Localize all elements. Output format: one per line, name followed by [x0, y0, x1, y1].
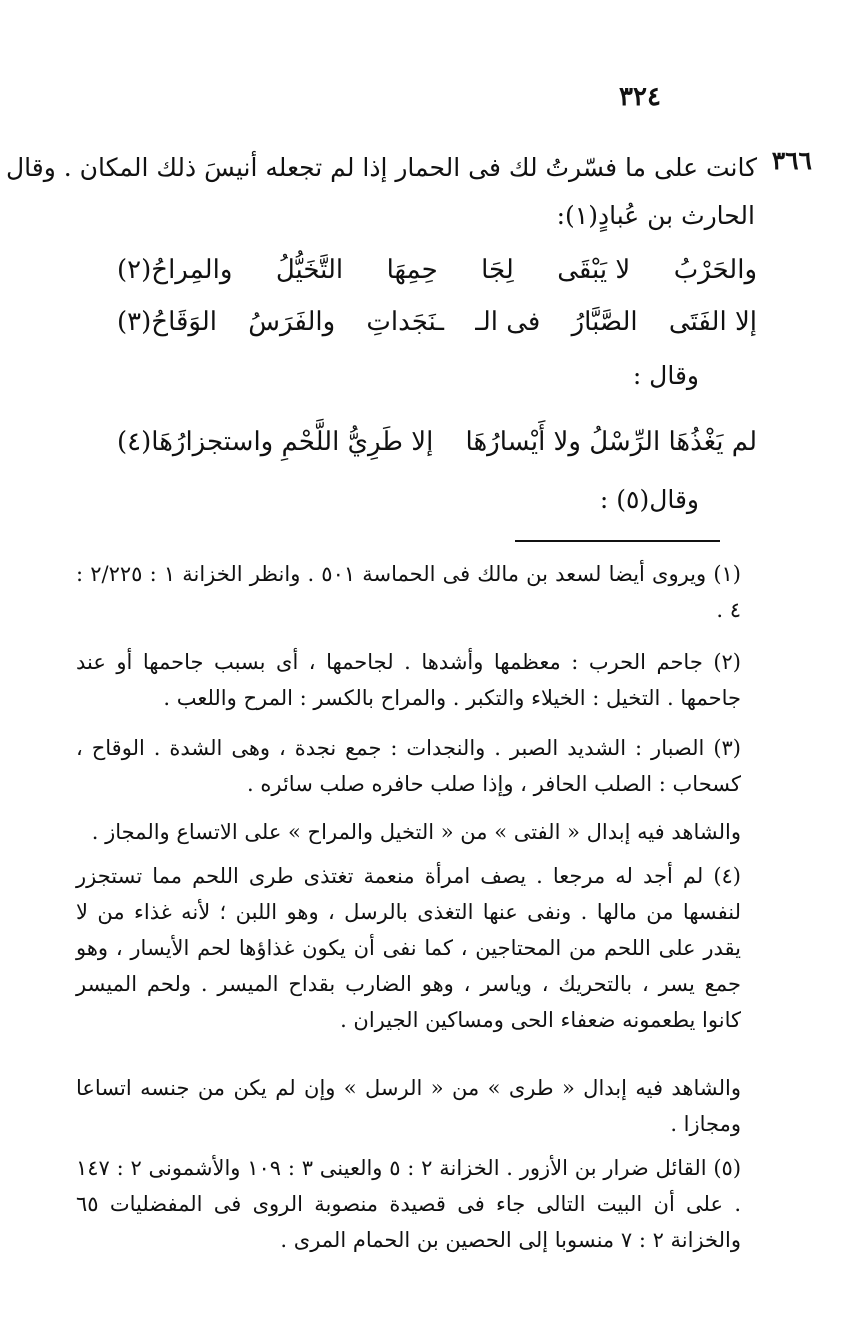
footnote-2 — [76, 644, 741, 716]
verse-2 — [117, 300, 757, 344]
footnote-4-shahid — [76, 1070, 741, 1142]
verse-word: والفَرَسُ — [248, 307, 336, 337]
verse-word: لا يَبْقَى — [557, 255, 631, 285]
footnote-3 — [76, 730, 741, 802]
verse-1 — [117, 248, 757, 292]
verse-word: والحَرْبُ — [673, 255, 757, 285]
verse-word: ـنَجَداتِ — [366, 307, 444, 337]
verse-3 — [117, 420, 757, 464]
verse-word: التَّخَيُّلُ — [275, 255, 344, 285]
footnote-text: (٢) جاحم الحرب : معظمها وأشدها . لجاحمها ، أى بسبب جاحمها أو عند جاحمها . التخيل : الخيلاء والتكبر . والمراح بالكسر : المرح واللعب . — [76, 650, 741, 710]
footnote-text: (٤) لم أجد له مرجعا . يصف امرأة منعمة تغتذى طرى اللحم مما تستجزر لنفسها من مالها . ونفى عنها التغذى بالرسل ، وهو اللبن ؛ لأنه غذاء من لا يقدر على اللحم من المحتاجين ، كما نفى أن يكون غذاؤها لحم الأيسار ، وهو جمع يسر ، بالتحريك ، وياسر ، وهو الضارب بقداح الميسر . ولحم الميسر كانوا يطعمونه ضعفاء الحى ومساكين الجيران . — [76, 864, 741, 1032]
page-number: ٣٢٤ — [619, 82, 661, 112]
verse-word: إلا الفَتَى — [668, 307, 757, 337]
verse-word: الوَقَاحُ(٣) — [117, 307, 217, 337]
verse-word: فى الـ — [475, 307, 541, 337]
footnote-3-shahid — [76, 814, 741, 850]
body-line-4: وقال(٥) : — [599, 485, 699, 514]
verse-hemistich: لم يَغْذُهَا الرِّسْلُ ولا أَيْسارُهَا — [465, 427, 757, 457]
footnote-separator — [515, 540, 720, 542]
verse-word: لِجَا — [481, 255, 514, 285]
footnote-5 — [76, 1150, 741, 1258]
footnote-1 — [76, 556, 741, 628]
margin-number: ٣٦٦ — [771, 146, 812, 175]
body-line-1: كانت على ما فسّرتُ لك فى الحمار إذا لم تجعله أنيسَ ذلك المكان . وقال — [5, 153, 757, 182]
verse-word: الصَّبَّارُ — [571, 307, 638, 337]
verse-word: حِمِهَا — [386, 255, 438, 285]
footnote-text: (١) ويروى أيضا لسعد بن مالك فى الحماسة ٥٠١ . وانظر الخزانة ١ : ٢/٢٢٥ : ٤ . — [76, 562, 741, 622]
footnote-4 — [76, 858, 741, 1038]
footnote-text: والشاهد فيه إبدال « الفتى » من « التخيل والمراح » على الاتساع والمجاز . — [91, 820, 741, 844]
body-line-3: وقال : — [632, 361, 699, 390]
footnote-text: (٣) الصبار : الشديد الصبر . والنجدات : جمع نجدة ، وهى الشدة . الوقاح ، كسحاب : الصلب الحافر ، وإذا صلب حافره صلب سائره . — [76, 736, 741, 796]
footnote-text: (٥) القائل ضرار بن الأزور . الخزانة ٢ : ٥ والعينى ٣ : ١٠٩ والأشمونى ٢ : ١٤٧ . على أن البيت التالى جاء فى قصيدة منصوبة الروى فى المفضليات ٦٥ والخزانة ٢ : ٧ منسوبا إلى الحصين بن الحمام المرى . — [76, 1156, 742, 1252]
body-line-2: الحارث بن عُبادٍ(١): — [556, 201, 755, 230]
verse-word: والمِراحُ(٢) — [117, 255, 233, 285]
verse-hemistich: إلا طَرِيُّ اللَّحْمِ واستجزارُهَا(٤) — [117, 427, 434, 457]
footnote-text: والشاهد فيه إبدال « طرى » من « الرسل » وإن لم يكن من جنسه اتساعا ومجازا . — [76, 1076, 741, 1136]
